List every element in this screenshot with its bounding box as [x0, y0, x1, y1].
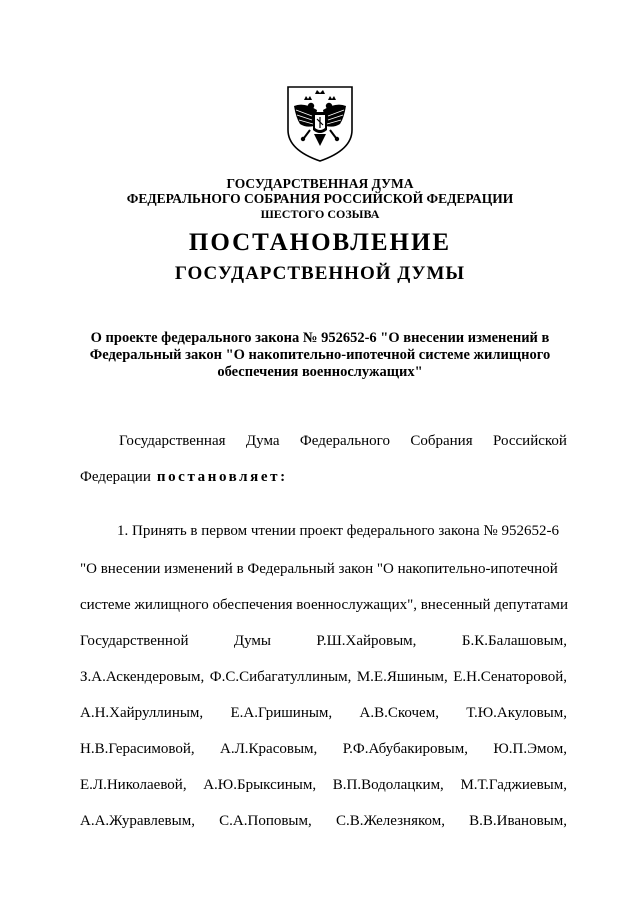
preamble-line-2 — [80, 469, 567, 489]
convocation-label: ШЕСТОГО СОЗЫВА — [260, 207, 380, 221]
body-line — [80, 633, 567, 653]
document-type-title: ПОСТАНОВЛЕНИЕ — [188, 229, 452, 256]
deputy-name: В.П.Водолацким, — [332, 777, 444, 793]
body-text: системе жилищного обеспечения военнослужащих", внесенный депутатами — [80, 597, 569, 613]
body-line — [80, 741, 567, 761]
document-issuer-subtitle: ГОСУДАРСТВЕННОЙ ДУМЫ — [174, 263, 466, 284]
deputy-name: М.Е.Яшиным, — [356, 669, 448, 685]
preamble-word: Государственная — [119, 433, 226, 449]
deputy-name: Н.В.Герасимовой, — [80, 741, 195, 757]
deputy-name: Т.Ю.Акуловым, — [466, 705, 567, 721]
body-text: Государственной — [80, 633, 189, 649]
deputy-name: Ф.С.Сибагатуллиным, — [209, 669, 352, 685]
deputy-name: С.В.Железняком, — [335, 813, 445, 829]
deputy-name: М.Т.Гаджиевым, — [460, 777, 567, 793]
deputy-name: С.А.Поповым, — [219, 813, 312, 829]
deputy-name: В.В.Ивановым, — [469, 813, 567, 829]
subject-line-3: обеспечения военнослужащих" — [217, 364, 423, 380]
preamble-word: Российской — [493, 433, 567, 449]
body-line — [80, 597, 567, 617]
deputy-name: Е.Н.Сенаторовой, — [453, 669, 567, 685]
deputy-name: А.Ю.Брыксиным, — [203, 777, 317, 793]
preamble-text: Федерации — [80, 469, 151, 485]
deputy-name: Р.Ш.Хайровым, — [316, 633, 417, 649]
deputy-name: Р.Ф.Абубакировым, — [342, 741, 468, 757]
deputy-name: З.А.Аскендеровым, — [80, 669, 205, 685]
deputy-name: Ю.П.Эмом, — [493, 741, 567, 757]
coat-of-arms-emblem — [284, 84, 356, 164]
body-line — [80, 669, 567, 689]
preamble-word: Дума — [245, 433, 280, 449]
body-line — [80, 813, 567, 833]
body-text: 1. Принять в первом чтении проект федерального закона № 952652-6 — [117, 523, 559, 539]
subject-line-2: Федеральный закон "О накопительно-ипотечной системе жилищного — [89, 347, 551, 363]
deputy-name: Е.А.Гришиным, — [230, 705, 333, 721]
body-text: "О внесении изменений в Федеральный закон "О накопительно-ипотечной — [80, 561, 558, 577]
deputy-name: Е.Л.Николаевой, — [80, 777, 187, 793]
body-line — [80, 777, 567, 797]
body-text: Думы — [233, 633, 271, 649]
preamble-line-1 — [119, 433, 567, 453]
deputy-name: А.Л.Красовым, — [220, 741, 318, 757]
resolves-verb: постановляет: — [156, 469, 288, 485]
subject-line-1: О проекте федерального закона № 952652-6 "О внесении изменений в — [90, 330, 550, 346]
preamble-word: Федерального — [299, 433, 390, 449]
deputy-name: А.Н.Хайруллиным, — [80, 705, 204, 721]
deputy-name: А.А.Журавлевым, — [80, 813, 195, 829]
preamble-word: Собрания — [410, 433, 473, 449]
org-name-line-1: ГОСУДАРСТВЕННАЯ ДУМА — [226, 176, 414, 191]
org-name-line-2: ФЕДЕРАЛЬНОГО СОБРАНИЯ РОССИЙСКОЙ ФЕДЕРАЦИИ — [126, 191, 514, 206]
deputy-name: А.В.Скочем, — [359, 705, 439, 721]
deputy-name: Б.К.Балашовым, — [461, 633, 567, 649]
body-line — [80, 561, 567, 581]
body-line — [80, 705, 567, 725]
body-line — [117, 523, 567, 543]
